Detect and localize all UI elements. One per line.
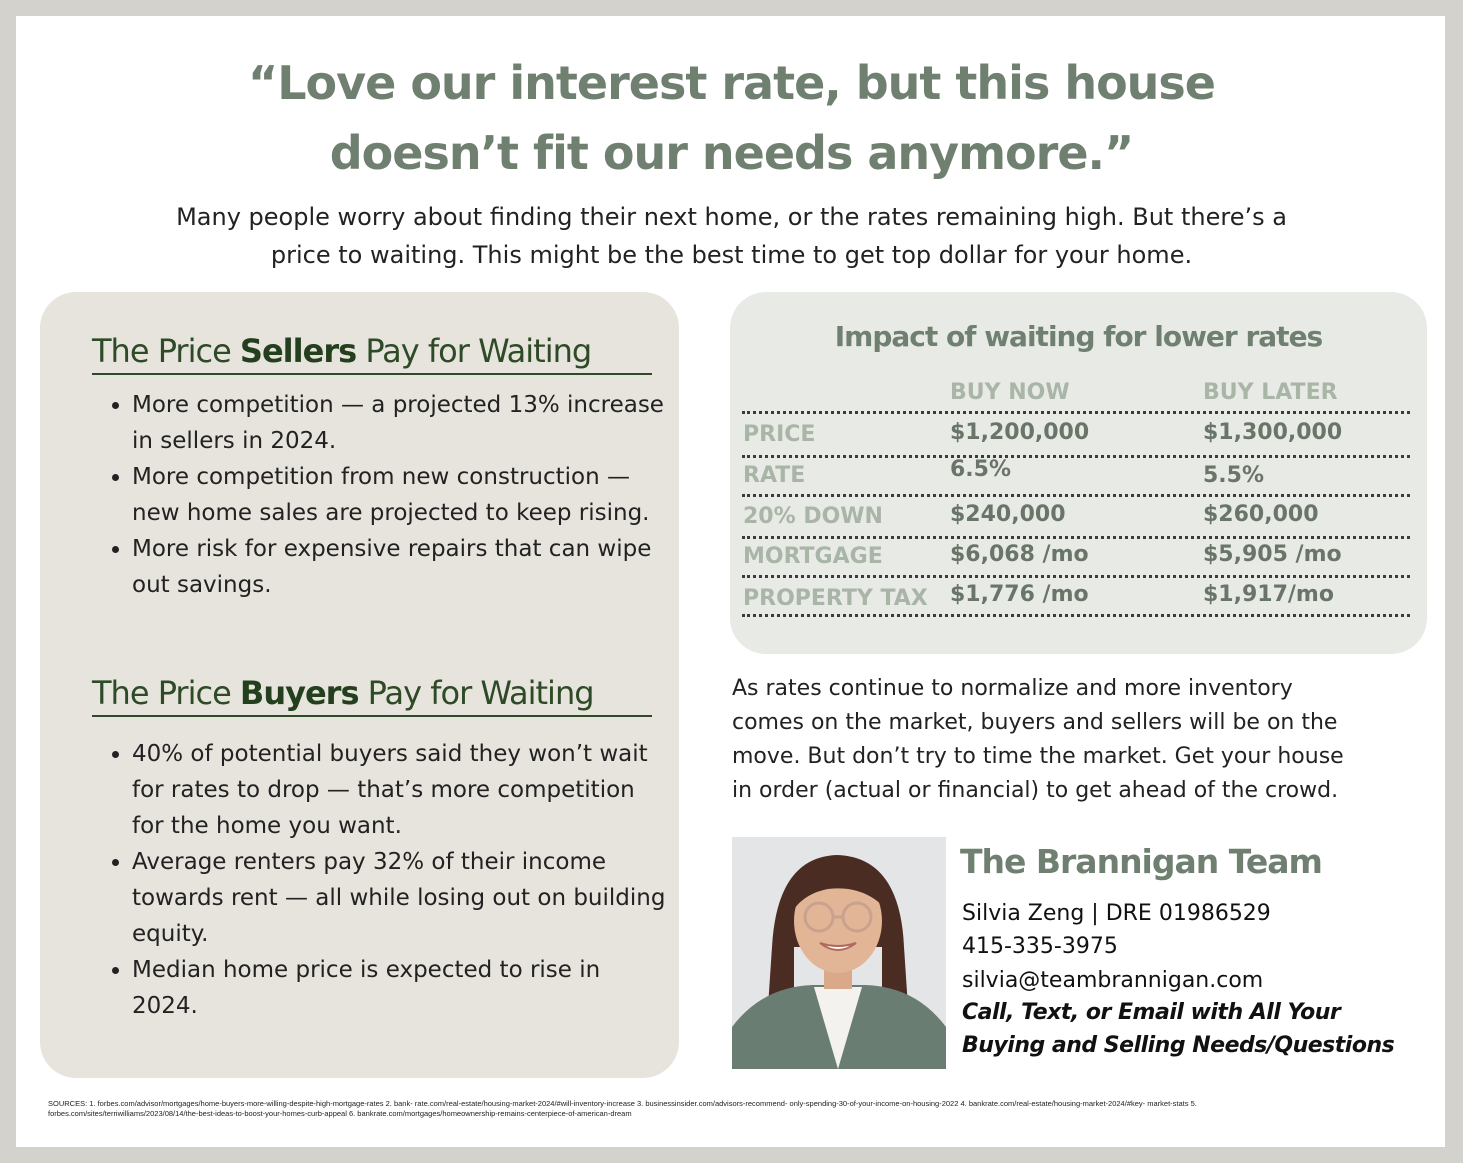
agent-photo <box>732 837 946 1069</box>
row-label-down-payment: 20% DOWN <box>743 504 883 529</box>
agent-phone[interactable]: 415-335-3975 <box>962 934 1118 959</box>
sellers-bullet: • More risk for expensive repairs that can wipe out savings. <box>132 531 672 603</box>
cell-down-later: $260,000 <box>1203 502 1319 527</box>
buyers-title-underline <box>92 715 652 717</box>
agent-name-license: Silvia Zeng | DRE 01986529 <box>962 901 1271 926</box>
table-divider <box>742 575 1410 578</box>
row-label-price: PRICE <box>743 422 816 447</box>
cell-price-now: $1,200,000 <box>950 420 1090 445</box>
headline-line-2: doesn’t fit our needs anymore.” <box>329 126 1134 180</box>
table-divider <box>742 411 1410 414</box>
sellers-bullet: • More competition — a projected 13% increase in sellers in 2024. <box>132 387 672 459</box>
impact-table-title: Impact of waiting for lower rates <box>834 320 1323 353</box>
buyers-bullet: • Average renters pay 32% of their income towards rent — all while losing out on building equity. <box>132 844 672 952</box>
cell-mortgage-later: $5,905 /mo <box>1203 542 1342 567</box>
cell-mortgage-now: $6,068 /mo <box>950 542 1089 567</box>
intro-paragraph <box>40 198 1423 274</box>
waiting-costs-panel <box>40 292 679 1078</box>
buyers-section-title: The Price Buyers Pay for Waiting <box>92 674 652 712</box>
sellers-bullet-list <box>102 387 672 603</box>
cell-price-later: $1,300,000 <box>1203 420 1343 445</box>
agent-portrait-illustration <box>732 837 946 1069</box>
headline-line-1: “Love our interest rate, but this house <box>247 56 1216 110</box>
cell-tax-later: $1,917/mo <box>1203 582 1334 607</box>
call-to-action-line-2: Buying and Selling Needs/Questions <box>962 1033 1395 1058</box>
row-label-property-tax: PROPERTY TAX <box>743 586 928 611</box>
headline <box>0 48 1463 188</box>
buyers-bullet: • Median home price is expected to rise in 2024. <box>132 952 672 1024</box>
sellers-bullet: • More competition from new construction — new home sales are projected to keep rising. <box>132 459 672 531</box>
table-divider <box>742 494 1410 497</box>
sellers-section-title: The Price Sellers Pay for Waiting <box>92 332 652 370</box>
table-divider <box>742 614 1410 617</box>
impact-table-card <box>730 292 1427 654</box>
intro-line-1: Many people worry about finding their next home, or the rates remaining high. But there’s a <box>176 203 1287 231</box>
column-header-buy-later: BUY LATER <box>1203 380 1338 405</box>
market-paragraph: As rates continue to normalize and more inventory comes on the market, buyers and sellers will be on the move. But don’t try to time the market. Get your house in order (actual or financial) to get ahead of the crowd. <box>732 676 1344 803</box>
cell-rate-later: 5.5% <box>1203 463 1265 488</box>
buyers-bullet: • 40% of potential buyers said they won’t wait for rates to drop — that’s more competition for the home you want. <box>132 736 672 844</box>
table-divider <box>742 536 1410 539</box>
buyers-title-emphasis: Buyers <box>239 674 359 712</box>
row-label-rate: RATE <box>743 463 806 488</box>
cell-down-now: $240,000 <box>950 502 1066 527</box>
sellers-title-emphasis: Sellers <box>239 332 357 370</box>
cell-rate-now: 6.5% <box>950 457 1012 482</box>
agent-email[interactable]: silvia@teambrannigan.com <box>962 968 1264 993</box>
cell-tax-now: $1,776 /mo <box>950 582 1089 607</box>
sellers-title-underline <box>92 373 652 375</box>
sources-footnote: SOURCES: 1. forbes.com/advisor/mortgages/home-buyers-more-willing-despite-high-mortgage-rates 2. bank- rate.com/real-estate/housing-market-2024/#will-inventory-increase 3. businessinsider.com/advisors-recommend- only-spending-30-of-your-income-on-housing-2022 4. bankrate.com/real-estate/housing-market-2024/#key- market-stats 5. forbes.com/sites/terriwilliams/2023/08/14/the-best-ideas-to-boost-your-homes-curb-appeal 6. bankrate.com/mortgages/homeownership-remains-centerpiece-of-american-dream <box>48 1099 1197 1118</box>
buyers-bullet-list <box>102 736 672 1024</box>
call-to-action-line-1: Call, Text, or Email with All Your <box>962 1000 1341 1025</box>
team-name: The Brannigan Team <box>960 842 1322 881</box>
row-label-mortgage: MORTGAGE <box>743 544 883 569</box>
table-divider <box>742 455 1410 458</box>
column-header-buy-now: BUY NOW <box>950 380 1070 405</box>
intro-line-2: price to waiting. This might be the best time to get top dollar for your home. <box>270 241 1193 269</box>
